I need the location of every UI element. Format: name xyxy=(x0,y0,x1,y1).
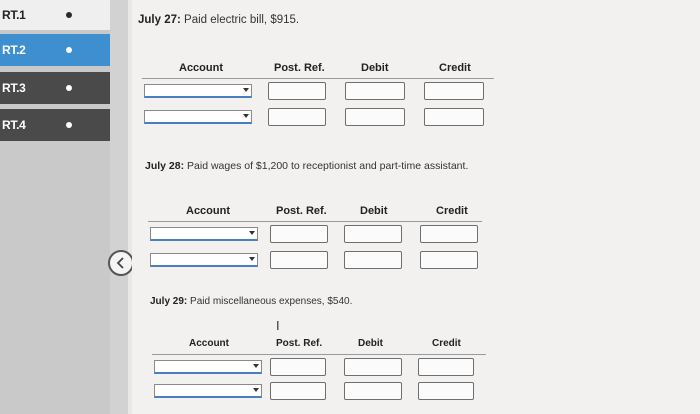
entry-date: July 29: xyxy=(150,296,188,307)
entry-prompt-july-29 xyxy=(150,296,352,307)
col-post-ref: Post. Ref. xyxy=(274,62,325,74)
journal-row xyxy=(142,79,494,105)
entry-text: Paid miscellaneous expenses, $540. xyxy=(190,296,353,307)
post-ref-input[interactable] xyxy=(268,108,326,126)
account-select[interactable] xyxy=(154,384,262,398)
entry-text: Paid wages of $1,200 to receptionist and part-time assistant. xyxy=(187,160,469,172)
sidebar-tab-3[interactable] xyxy=(0,72,110,104)
journal-table-july-29 xyxy=(152,336,486,403)
debit-input[interactable] xyxy=(344,225,402,243)
post-ref-input[interactable] xyxy=(270,225,328,243)
col-account: Account xyxy=(179,62,223,74)
col-post-ref: Post. Ref. xyxy=(276,338,323,349)
account-select[interactable] xyxy=(144,84,252,98)
main-content xyxy=(132,0,700,414)
journal-row xyxy=(142,105,494,131)
credit-input[interactable] xyxy=(418,358,474,376)
journal-row xyxy=(152,379,486,403)
entry-date: July 28: xyxy=(145,160,185,172)
credit-input[interactable] xyxy=(424,82,484,100)
dropdown-caret-icon xyxy=(249,231,255,235)
post-ref-input[interactable] xyxy=(270,358,326,376)
sidebar xyxy=(0,0,128,414)
credit-input[interactable] xyxy=(418,382,474,400)
col-credit: Credit xyxy=(432,338,461,349)
col-debit: Debit xyxy=(360,205,388,217)
col-account: Account xyxy=(189,338,229,349)
account-select[interactable] xyxy=(144,110,252,124)
journal-header xyxy=(142,60,494,79)
debit-input[interactable] xyxy=(344,382,402,400)
credit-input[interactable] xyxy=(424,108,484,126)
col-account: Account xyxy=(186,205,230,217)
col-debit: Debit xyxy=(361,62,389,74)
sidebar-tab-1[interactable] xyxy=(0,0,110,30)
entry-text: Paid electric bill, $915. xyxy=(184,14,300,26)
dropdown-caret-icon xyxy=(253,364,259,368)
entry-prompt-july-27 xyxy=(138,14,299,26)
journal-header xyxy=(148,203,482,222)
col-credit: Credit xyxy=(439,62,471,74)
journal-header xyxy=(152,336,486,355)
status-dot-icon xyxy=(66,47,72,53)
debit-input[interactable] xyxy=(344,358,402,376)
entry-date: July 27: xyxy=(138,14,181,26)
dropdown-caret-icon xyxy=(249,257,255,261)
journal-row xyxy=(148,222,482,248)
credit-input[interactable] xyxy=(420,225,478,243)
sidebar-tab-label: RT.4 xyxy=(2,118,26,132)
dropdown-caret-icon xyxy=(243,88,249,92)
sidebar-tab-2[interactable] xyxy=(0,34,110,66)
credit-input[interactable] xyxy=(420,251,478,269)
sidebar-rail xyxy=(110,0,128,414)
col-post-ref: Post. Ref. xyxy=(276,205,327,217)
dropdown-caret-icon xyxy=(243,114,249,118)
sidebar-tab-label: RT.2 xyxy=(2,43,26,57)
text-cursor-icon: I xyxy=(276,318,280,333)
debit-input[interactable] xyxy=(344,251,402,269)
sidebar-tab-label: RT.3 xyxy=(2,81,26,95)
sidebar-tab-label: RT.1 xyxy=(2,8,26,22)
entry-prompt-july-28 xyxy=(145,160,468,172)
account-select[interactable] xyxy=(154,360,262,374)
status-dot-icon xyxy=(66,122,72,128)
journal-row xyxy=(152,355,486,379)
debit-input[interactable] xyxy=(345,108,405,126)
status-dot-icon xyxy=(66,12,72,18)
chevron-left-icon xyxy=(114,256,128,270)
col-credit: Credit xyxy=(436,205,468,217)
account-select[interactable] xyxy=(150,227,258,241)
status-dot-icon xyxy=(66,85,72,91)
post-ref-input[interactable] xyxy=(270,251,328,269)
sidebar-tab-4[interactable] xyxy=(0,109,110,141)
account-select[interactable] xyxy=(150,253,258,267)
journal-table-july-28 xyxy=(148,203,482,274)
journal-table-july-27 xyxy=(142,60,494,131)
collapse-sidebar-button[interactable] xyxy=(108,250,134,276)
post-ref-input[interactable] xyxy=(268,82,326,100)
post-ref-input[interactable] xyxy=(270,382,326,400)
journal-row xyxy=(148,248,482,274)
debit-input[interactable] xyxy=(345,82,405,100)
col-debit: Debit xyxy=(358,338,383,349)
dropdown-caret-icon xyxy=(253,388,259,392)
